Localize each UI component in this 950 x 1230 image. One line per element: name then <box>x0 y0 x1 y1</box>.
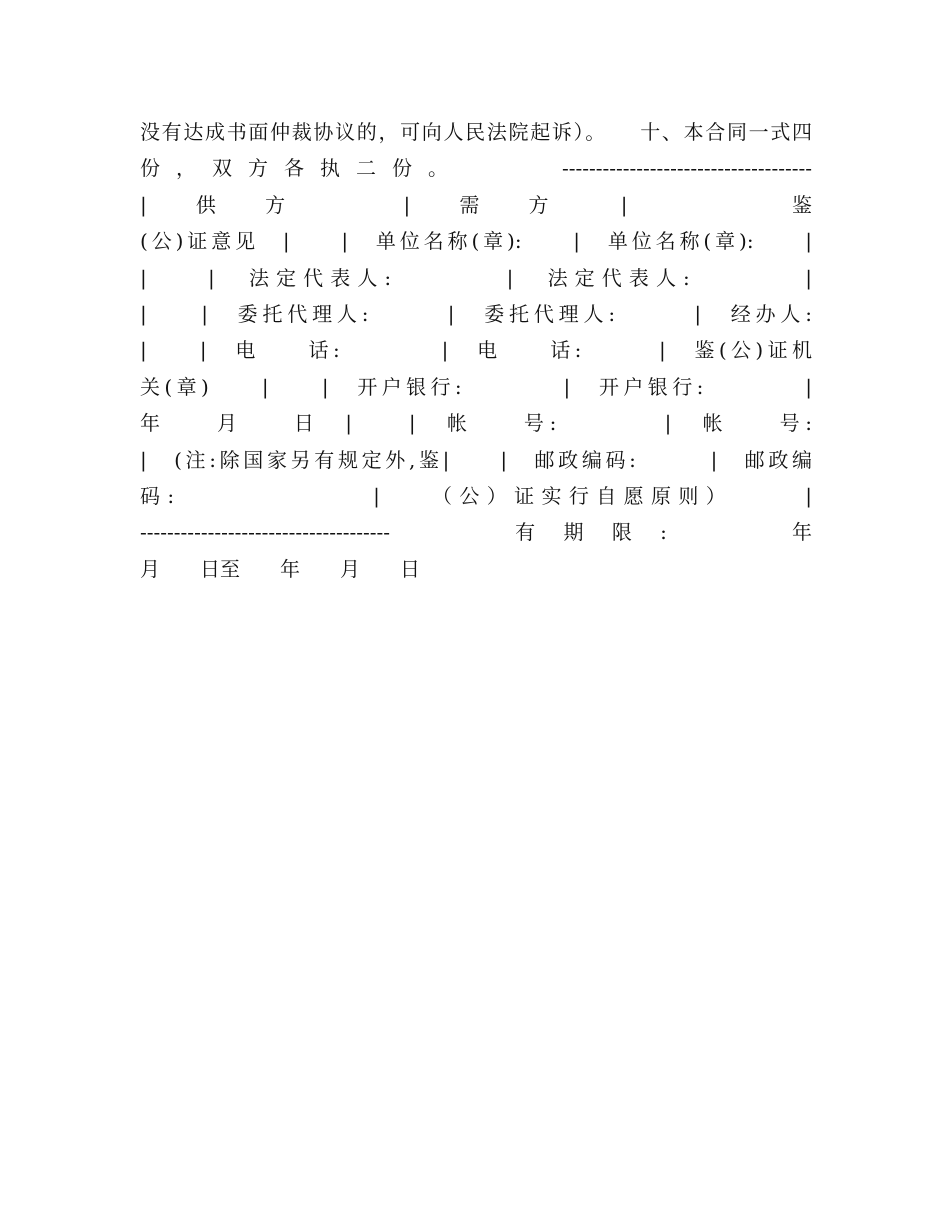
text-line: 年 月 日 | | 帐 号: | 帐 号: <box>140 411 812 436</box>
text-line: | | 法定代表人: | 法定代表人: | <box>140 265 812 290</box>
contract-body <box>140 114 812 587</box>
text-line: | (注:除国家另有规定外,鉴| | 邮政编码: | 邮政编 <box>140 447 812 472</box>
text-line: | | 电 话: | 电 话: | 鉴(公)证机 <box>140 338 812 363</box>
text-line: | | 委托代理人: | 委托代理人: | 经办人: <box>140 301 812 326</box>
text-line: | 供 方 | 需 方 | 鉴 <box>140 192 812 217</box>
text-line: (公)证意见 | | 单位名称(章): | 单位名称(章): | <box>140 229 812 254</box>
text-line: 码: | （公）证实行自愿原则） | <box>140 483 812 508</box>
text-line: 月 日至 年 月 日 <box>140 556 420 581</box>
text-line: 关(章) | | 开户银行: | 开户银行: | <box>140 374 812 399</box>
text-line: ------------------------------------- 有期限: 年 <box>140 520 812 545</box>
text-line: 份，双方各执二份。 ------------------------------------- <box>140 156 812 181</box>
text-line: 没有达成书面仲裁协议的，可向人民法院起诉）。 十、本合同一式四 <box>140 120 812 144</box>
